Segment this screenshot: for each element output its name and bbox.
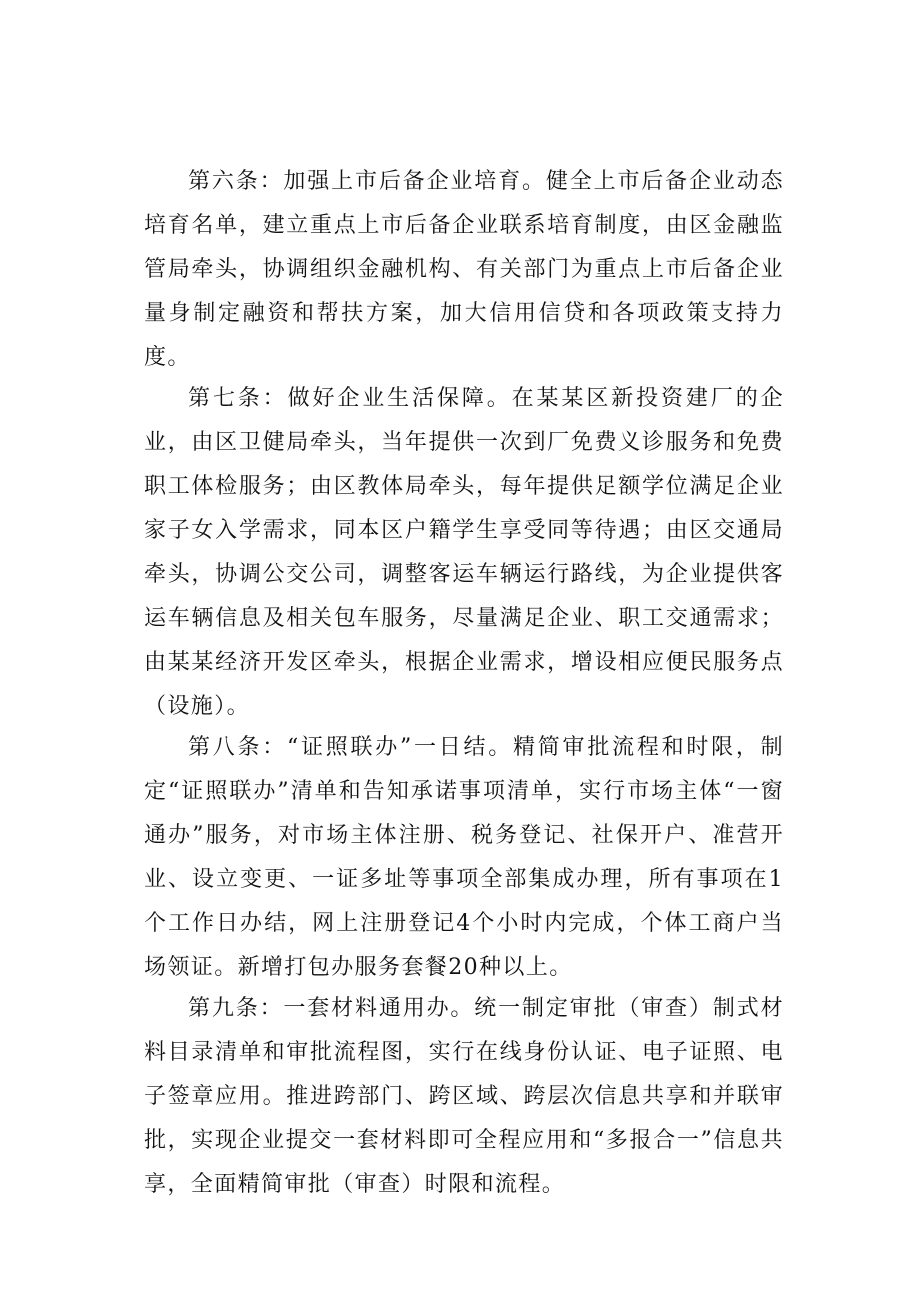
article-7-paragraph: 第七条：做好企业生活保障。在某某区新投资建厂的企业，由区卫健局牵头，当年提供一次到厂免费义诊服务和免费职工体检服务；由区教体局牵头，每年提供足额学位满足企业家子女入学需求，同本区户籍学生享受同等待遇；由区交通局牵头，协调公交公司，调整客运车辆运行路线，为企业提供客运车辆信息及相关包车服务，尽量满足企业、职工交通需求；由某某经济开发区牵头，根据企业需求，增设相应便民服务点（设施）。 xyxy=(144,386,784,719)
article-6-paragraph: 第六条：加强上市后备企业培育。健全上市后备企业动态培育名单，建立重点上市后备企业联系培育制度，由区金融监管局牵头，协调组织金融机构、有关部门为重点上市后备企业量身制定融资和帮扶方案，加大信用信贷和各项政策支持力度。 xyxy=(144,169,784,370)
document-body xyxy=(144,160,784,1207)
article-8-paragraph: 第八条：“证照联办”一日结。精简审批流程和时限，制定“证照联办”清单和告知承诺事项清单，实行市场主体“一窗通办”服务，对市场主体注册、税务登记、社保开户、准营开业、设立变更、一证多址等事项全部集成办理，所有事项在1个工作日办结，网上注册登记4个小时内完成，个体工商户当场领证。新增打包办服务套餐20种以上。 xyxy=(144,735,784,980)
article-9-paragraph: 第九条：一套材料通用办。统一制定审批（审查）制式材料目录清单和审批流程图，实行在线身份认证、电子证照、电子签章应用。推进跨部门、跨区域、跨层次信息共享和并联审批，实现企业提交一套材料即可全程应用和“多报合一”信息共享，全面精简审批（审查）时限和流程。 xyxy=(144,996,784,1197)
